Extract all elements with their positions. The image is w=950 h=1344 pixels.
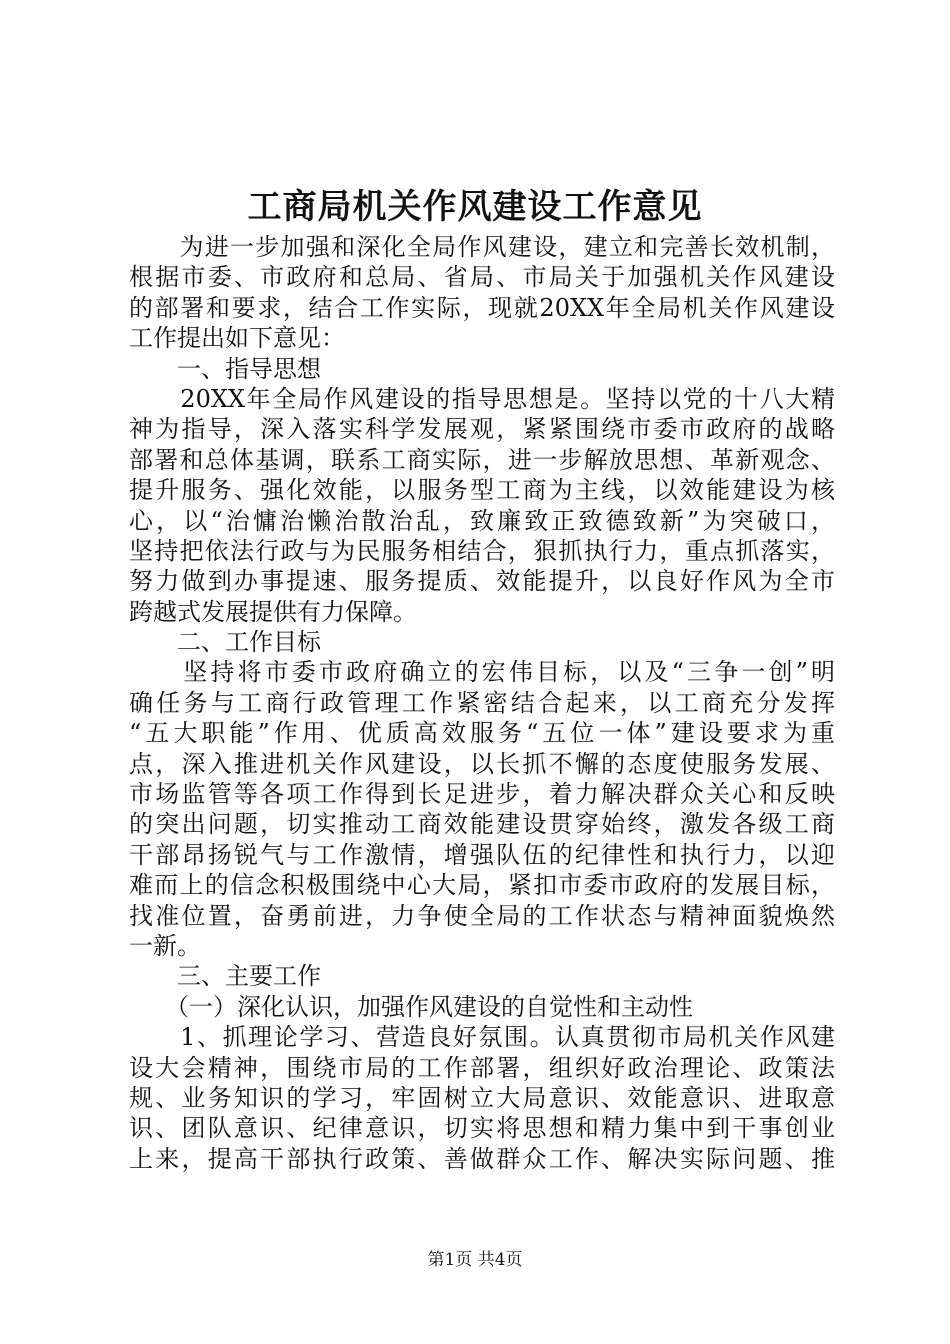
paragraph-line: 市场监管等各项工作得到长足进步，着力解决群众关心和反映 xyxy=(129,780,835,809)
document-body xyxy=(129,232,835,1174)
paragraph-line: 根据市委、市政府和总局、省局、市局关于加强机关作风建设 xyxy=(129,263,835,292)
paragraph-line: 的部署和要求，结合工作实际，现就20XX年全局机关作风建设 xyxy=(129,293,835,322)
paragraph-line: 提升服务、强化效能，以服务型工商为主线，以效能建设为核 xyxy=(129,476,835,505)
paragraph-line: 为进一步加强和深化全局作风建设，建立和完善长效机制， xyxy=(129,233,835,261)
section-heading: 二、工作目标 xyxy=(129,628,321,657)
document-title: 工商局机关作风建设工作意见 xyxy=(247,187,703,227)
paragraph-line: 坚持把依法行政与为民服务相结合，狠抓执行力，重点抓落实， xyxy=(129,536,835,565)
page-number-footer: 第1页 共4页 xyxy=(427,1250,523,1270)
paragraph-line: 跨越式发展提供有力保障。 xyxy=(129,597,417,626)
paragraph-line: 工作提出如下意见： xyxy=(129,324,345,353)
paragraph-line: 努力做到办事提速、服务提质、效能提升，以良好作风为全市 xyxy=(129,567,835,596)
paragraph-line: 确任务与工商行政管理工作紧密结合起来，以工商充分发挥 xyxy=(129,688,835,717)
paragraph-line: 识、团队意识、纪律意识，切实将思想和精力集中到干事创业 xyxy=(129,1114,835,1143)
section-heading: 一、指导思想 xyxy=(129,354,321,383)
paragraph-line: 一新。 xyxy=(129,931,201,960)
paragraph-line: 20XX年全局作风建设的指导思想是。坚持以党的十八大精 xyxy=(129,384,835,413)
paragraph-line: 设大会精神，围绕市局的工作部署，组织好政治理论、政策法 xyxy=(129,1053,835,1082)
paragraph-line: 的突出问题，切实推动工商效能建设贯穿始终，激发各级工商 xyxy=(129,810,835,839)
section-heading: 三、主要工作 xyxy=(129,962,321,991)
paragraph-line: 坚持将市委市政府确立的宏伟目标，以及“三争一创”明 xyxy=(129,658,835,687)
subsection-heading: （一）深化认识，加强作风建设的自觉性和主动性 xyxy=(129,992,693,1021)
paragraph-line: 点，深入推进机关作风建设，以长抓不懈的态度使服务发展、 xyxy=(129,749,835,778)
paragraph-line: 规、业务知识的学习，牢固树立大局意识、效能意识、进取意 xyxy=(129,1083,835,1112)
paragraph-line: 心，以“治慵治懒治散治乱，致廉致正致德致新”为突破口， xyxy=(129,506,835,535)
paragraph-line: 部署和总体基调，联系工商实际，进一步解放思想、革新观念、 xyxy=(129,445,835,474)
paragraph-line: 神为指导，深入落实科学发展观，紧紧围绕市委市政府的战略 xyxy=(129,415,835,444)
paragraph-line: “五大职能”作用、优质高效服务“五位一体”建设要求为重 xyxy=(129,719,835,748)
paragraph-line: 找准位置，奋勇前进，力争使全局的工作状态与精神面貌焕然 xyxy=(129,901,835,930)
paragraph-line: 1、抓理论学习、营造良好氛围。认真贯彻市局机关作风建 xyxy=(129,1023,835,1052)
paragraph-line: 干部昂扬锐气与工作激情，增强队伍的纪律性和执行力，以迎 xyxy=(129,840,835,869)
paragraph-line: 上来，提高干部执行政策、善做群众工作、解决实际问题、推 xyxy=(129,1144,835,1173)
paragraph-line: 难而上的信念积极围绕中心大局，紧扣市委市政府的发展目标， xyxy=(129,871,835,900)
